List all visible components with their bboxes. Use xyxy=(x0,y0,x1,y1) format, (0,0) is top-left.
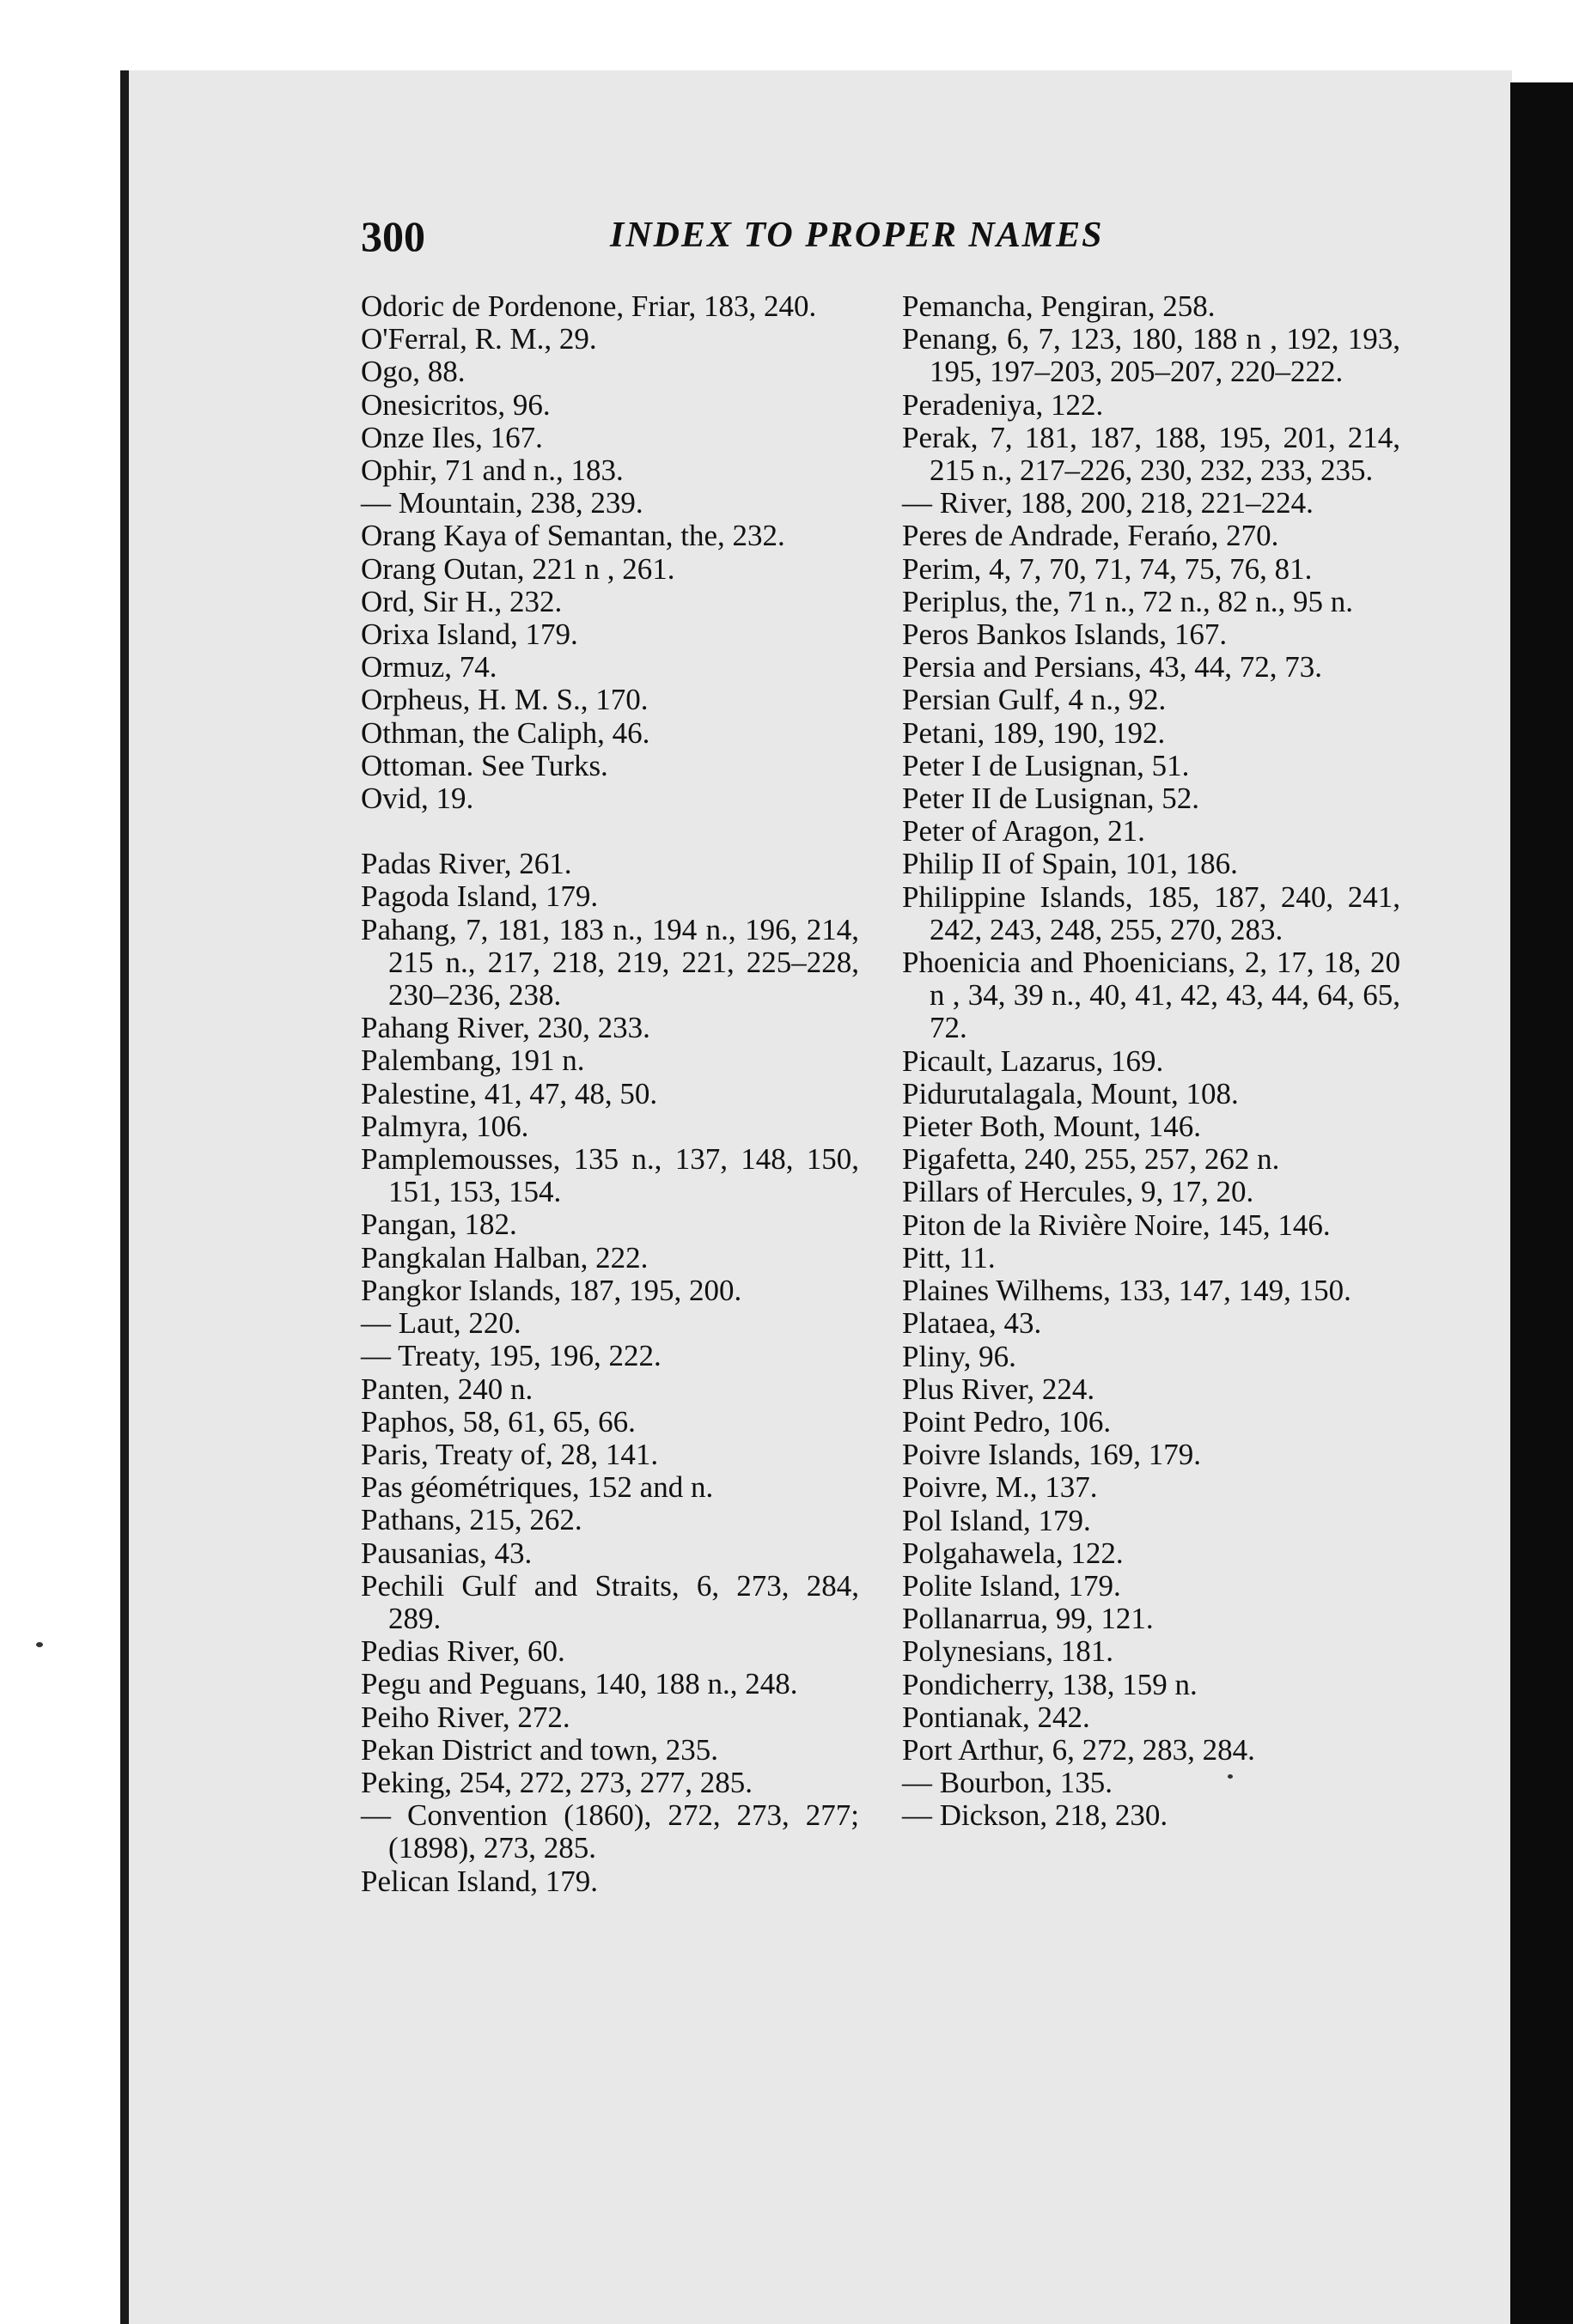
index-entry: Orixa Island, 179. xyxy=(361,618,578,652)
index-entry: Onze Iles, 167. xyxy=(361,420,543,454)
index-entry: Plus River, 224. xyxy=(902,1372,1095,1406)
index-entry: Peros Bankos Islands, 167. xyxy=(902,618,1228,652)
index-entry: Pontianak, 242. xyxy=(902,1700,1090,1734)
index-entry: Pekan District and town, 235. xyxy=(361,1732,719,1767)
index-entry: Ovid, 19. xyxy=(361,782,474,816)
index-entry: Persia and Persians, 43, 44, 72, 73. xyxy=(902,650,1322,684)
index-entry: Pliny, 96. xyxy=(902,1339,1016,1373)
index-entry: Pollanarrua, 99, 121. xyxy=(902,1602,1154,1636)
index-entry: Polynesians, 181. xyxy=(902,1634,1113,1669)
index-entry: Ormuz, 74. xyxy=(361,650,497,684)
index-entry: — Dickson, 218, 230. xyxy=(902,1798,1168,1833)
index-entry: Pol Island, 179. xyxy=(902,1503,1091,1537)
index-entry: Pahang River, 230, 233. xyxy=(361,1011,650,1045)
index-entry: — Treaty, 195, 196, 222. xyxy=(361,1339,662,1373)
page-number: 300 xyxy=(361,212,425,260)
index-entry: Peking, 254, 272, 273, 277, 285. xyxy=(361,1765,753,1799)
index-entry: Picault, Lazarus, 169. xyxy=(902,1043,1164,1078)
index-entry: Pahang, 7, 181, 183 n., 194 n., 196, 214, 215 n., 217, 218, 219, 221, 225–228, 230–236, 238. xyxy=(361,912,859,1013)
index-entry: Pigafetta, 240, 255, 257, 262 n. xyxy=(902,1142,1280,1177)
index-column-left xyxy=(361,290,859,1898)
index-entry: Orpheus, H. M. S., 170. xyxy=(361,683,649,717)
index-entry: Pemancha, Pengiran, 258. xyxy=(902,289,1216,323)
index-entry: — Mountain, 238, 239. xyxy=(361,486,643,520)
index-entry: O'Ferral, R. M., 29. xyxy=(361,322,597,356)
index-entry: Orang Outan, 221 n , 261. xyxy=(361,551,675,586)
index-entry: Peradeniya, 122. xyxy=(902,387,1104,422)
index-entry: Petani, 189, 190, 192. xyxy=(902,715,1166,750)
index-entry: Philippine Islands, 185, 187, 240, 241, 242, 243, 248, 255, 270, 283. xyxy=(902,879,1400,946)
index-entry: Pedias River, 60. xyxy=(361,1634,565,1669)
index-entry: Ord, Sir H., 232. xyxy=(361,584,563,618)
index-entry: Point Pedro, 106. xyxy=(902,1404,1112,1439)
index-entry: Polite Island, 179. xyxy=(902,1568,1121,1603)
index-entry: Pillars of Hercules, 9, 17, 20. xyxy=(902,1175,1254,1209)
index-entry: Padas River, 261. xyxy=(361,847,572,881)
index-entry: Peiho River, 272. xyxy=(361,1700,570,1734)
index-entry: Othman, the Caliph, 46. xyxy=(361,715,650,750)
index-entry: Polgahawela, 122. xyxy=(902,1536,1124,1570)
index-entry: Palmyra, 106. xyxy=(361,1109,529,1143)
index-entry: Pechili Gulf and Straits, 6, 273, 284, 289. xyxy=(361,1568,859,1635)
index-entry: — Convention (1860), 272, 273, 277; (1898), 273, 285. xyxy=(361,1798,859,1865)
index-entry: Phoenicia and Phoenicians, 2, 17, 18, 20 n , 34, 39 n., 40, 41, 42, 43, 44, 64, 65, 72. xyxy=(902,946,1400,1045)
index-entry: Peter I de Lusignan, 51. xyxy=(902,748,1190,782)
index-entry: Perim, 4, 7, 70, 71, 74, 75, 76, 81. xyxy=(902,551,1313,586)
index-entry: Perak, 7, 181, 187, 188, 195, 201, 214, 215 n., 217–226, 230, 232, 233, 235. xyxy=(902,420,1400,488)
index-entry: Palestine, 41, 47, 48, 50. xyxy=(361,1076,658,1110)
index-entry: Pathans, 215, 262. xyxy=(361,1503,582,1537)
section-gap xyxy=(361,815,859,848)
index-entry: Pieter Both, Mount, 146. xyxy=(902,1110,1202,1144)
index-entry: Peter of Aragon, 21. xyxy=(902,814,1145,849)
index-entry: Plataea, 43. xyxy=(902,1306,1042,1341)
scan-speck xyxy=(1228,1774,1233,1779)
running-title: INDEX TO PROPER NAMES xyxy=(610,216,1104,255)
index-entry: Piton de la Rivière Noire, 145, 146. xyxy=(902,1208,1331,1242)
index-entry: Persian Gulf, 4 n., 92. xyxy=(902,683,1167,717)
index-entry: Ottoman. See Turks. xyxy=(361,748,608,782)
index-entry: Odoric de Pordenone, Friar, 183, 240. xyxy=(361,289,817,323)
index-entry: Pondicherry, 138, 159 n. xyxy=(902,1667,1198,1701)
index-entry: Pagoda Island, 179. xyxy=(361,879,599,914)
index-entry: Pas géométriques, 152 and n. xyxy=(361,1470,714,1505)
index-entry: Peres de Andrade, Ferańo, 270. xyxy=(902,519,1279,553)
index-entry: Paphos, 58, 61, 65, 66. xyxy=(361,1404,636,1439)
scan-speck xyxy=(36,1642,43,1647)
index-entry: Pamplemousses, 135 n., 137, 148, 150, 151, 153, 154. xyxy=(361,1142,859,1209)
index-entry: — Laut, 220. xyxy=(361,1306,521,1341)
index-entry: Peter II de Lusignan, 52. xyxy=(902,782,1200,816)
index-entry: Philip II of Spain, 101, 186. xyxy=(902,847,1238,881)
page-header xyxy=(361,211,1478,271)
index-entry: Poivre, M., 137. xyxy=(902,1470,1098,1505)
index-entry: Pidurutalagala, Mount, 108. xyxy=(902,1076,1239,1110)
index-entry: Palembang, 191 n. xyxy=(361,1043,585,1078)
index-entry: Onesicritos, 96. xyxy=(361,387,551,422)
index-entry: Periplus, the, 71 n., 72 n., 82 n., 95 n. xyxy=(902,584,1353,618)
index-entry: Ogo, 88. xyxy=(361,355,466,389)
index-entry: Pegu and Peguans, 140, 188 n., 248. xyxy=(361,1667,798,1701)
index-entry: Orang Kaya of Semantan, the, 232. xyxy=(361,519,785,553)
index-entry: — River, 188, 200, 218, 221–224. xyxy=(902,486,1314,520)
index-entry: Pelican Island, 179. xyxy=(361,1864,599,1898)
index-entry: Plaines Wilhems, 133, 147, 149, 150. xyxy=(902,1274,1351,1308)
index-entry: Pangkor Islands, 187, 195, 200. xyxy=(361,1273,742,1307)
index-entry: Penang, 6, 7, 123, 180, 188 n , 192, 193, 195, 197–203, 205–207, 220–222. xyxy=(902,322,1400,389)
index-entry: Poivre Islands, 169, 179. xyxy=(902,1438,1202,1472)
index-entry: — Bourbon, 135. xyxy=(902,1766,1113,1800)
index-entry: Pitt, 11. xyxy=(902,1240,996,1275)
index-entry: Port Arthur, 6, 272, 283, 284. xyxy=(902,1732,1255,1767)
index-column-right xyxy=(902,290,1400,1833)
index-entry: Paris, Treaty of, 28, 141. xyxy=(361,1437,659,1471)
index-entry: Panten, 240 n. xyxy=(361,1372,533,1406)
index-entry: Pangkalan Halban, 222. xyxy=(361,1240,649,1275)
index-entry: Pangan, 182. xyxy=(361,1208,517,1242)
scan-right-border xyxy=(1510,82,1573,2324)
index-entry: Ophir, 71 and n., 183. xyxy=(361,453,624,488)
index-entry: Pausanias, 43. xyxy=(361,1536,533,1570)
